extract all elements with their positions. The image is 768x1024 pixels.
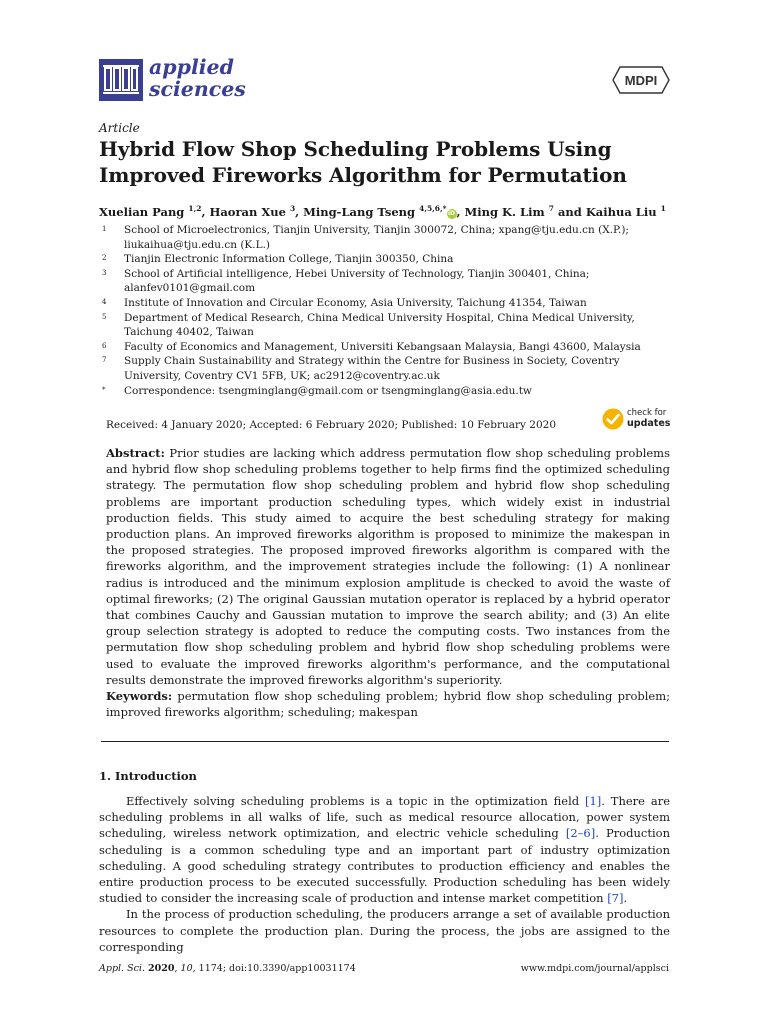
affiliation-text: School of Artificial intelligence, Hebei University of Technology, Tianjin 300401, China; alanfev0101@gmail.com xyxy=(124,267,590,295)
journal-logo xyxy=(99,59,143,101)
author-name[interactable]: Xuelian Pang xyxy=(99,204,185,219)
author-affiliation-ref: 4,5,6,* xyxy=(419,204,447,213)
footer-year: 2020 xyxy=(148,963,175,974)
publisher-name: MDPI xyxy=(624,73,658,88)
introduction-body xyxy=(99,793,670,955)
affiliation-number: 3 xyxy=(102,268,107,277)
affiliation-text: Institute of Innovation and Circular Economy, Asia University, Taichung 41354, Taiwan xyxy=(124,296,587,309)
keywords xyxy=(106,688,670,720)
affiliation-item xyxy=(102,252,672,267)
author-affiliation-ref: 1,2 xyxy=(188,204,202,213)
citation-link[interactable]: [7] xyxy=(607,891,624,906)
footer-journal-abbr: Appl. Sci. xyxy=(99,963,145,974)
article-type: Article xyxy=(99,121,140,135)
journal-name-line1: applied xyxy=(149,55,234,79)
footer-volume: 10 xyxy=(180,963,193,974)
affiliation-item xyxy=(102,311,672,340)
journal-name xyxy=(149,56,246,100)
author-list: Xuelian Pang $^{1,2}$, Haoran Xue $^3$, Ming-Lang Tseng $^{4,5,6,*}$iD, Ming K. Lim $^7$ and Kaihua Liu $^1$ xyxy=(99,204,666,219)
affiliation-item xyxy=(102,354,672,383)
affiliation-number: 2 xyxy=(102,254,107,263)
affiliation-number: 6 xyxy=(102,341,107,350)
intro-text: Effectively solving scheduling problems is a topic in the optimization field xyxy=(126,794,585,808)
intro-text: . xyxy=(623,891,628,906)
check-updates-line2: updates xyxy=(627,417,671,429)
keywords-label: Keywords: xyxy=(106,689,173,703)
correspondence-text: Correspondence: tsengminglang@gmail.com or tsengminglang@asia.edu.tw xyxy=(124,384,532,397)
affiliation-number: * xyxy=(102,385,106,394)
author-affiliation-ref: 3 xyxy=(289,204,296,213)
section-heading: 1. Introduction xyxy=(99,769,197,783)
abstract-label: Abstract: xyxy=(106,446,165,460)
correspondence-item xyxy=(102,384,672,399)
publication-dates: Received: 4 January 2020; Accepted: 6 February 2020; Published: 10 February 2020 xyxy=(106,419,556,431)
author-name[interactable]: Haoran Xue xyxy=(209,204,286,219)
affiliation-text: Faculty of Economics and Management, Universiti Kebangsaan Malaysia, Bangi 43600, Malaysia xyxy=(124,340,641,353)
author-name[interactable]: Ming K. Lim xyxy=(464,204,545,219)
orcid-icon[interactable]: iD xyxy=(448,209,456,217)
footer-url[interactable]: www.mdpi.com/journal/applsci xyxy=(520,963,669,974)
affiliation-number: 5 xyxy=(102,312,107,321)
affiliation-text: Supply Chain Sustainability and Strategy within the Centre for Business in Society, Coventry University, Coventry CV1 5FB, UK; ac2912@coventry.ac.uk xyxy=(124,355,620,382)
author-name[interactable]: Kaihua Liu xyxy=(585,204,657,219)
intro-paragraph xyxy=(99,793,670,906)
publisher-logo xyxy=(612,66,670,94)
citation-link[interactable]: [2–6] xyxy=(565,826,596,841)
citation-link[interactable]: [1] xyxy=(584,794,602,808)
affiliation-list xyxy=(102,223,672,398)
affiliation-item xyxy=(102,296,672,311)
affiliation-number: 7 xyxy=(102,356,107,365)
check-updates-icon xyxy=(601,407,625,431)
affiliation-item xyxy=(102,223,672,252)
journal-name-line2: sciences xyxy=(149,77,246,101)
section-divider xyxy=(101,741,669,742)
author-conjunction: and xyxy=(557,204,582,219)
article-title: Hybrid Flow Shop Scheduling Problems Using Improved Fireworks Algorithm for Permutation xyxy=(99,137,627,187)
abstract xyxy=(106,445,670,688)
affiliation-text: School of Microelectronics, Tianjin University, Tianjin 300072, China; xpang@tju.edu.cn (X.P.); liukaihua@tju.edu.cn (K.L.) xyxy=(124,224,629,251)
check-updates-line1: check for xyxy=(627,408,667,418)
intro-text: . Production scheduling is a common scheduling type and an important part of industry optimization scheduling. A good scheduling strategy contributes to production efficiency and enables the entire production process to be executed successfully. Production scheduling has been widely studied to consider the increasing scale of production and intense market competition xyxy=(99,826,670,906)
affiliation-number: 4 xyxy=(102,297,107,306)
abstract-text: Prior studies are lacking which address permutation flow shop scheduling problems and hybrid flow shop scheduling problems together to help firms find the optimized scheduling strategy. The permutation flow shop scheduling problem and hybrid flow shop scheduling problems are important production scheduling types, which widely exist in industrial production fields. This study aimed to acquire the best scheduling strategy for making production plans. An improved fireworks algorithm is proposed to minimize the makespan in the proposed strategies. The proposed improved fireworks algorithm is compared with the fireworks algorithm, and the improvement strategies include the following: (1) A nonlinear radius is introduced and the minimum explosion amplitude is checked to avoid the waste of optimal fireworks; (2) The original Gaussian mutation operator is replaced by a hybrid operator that combines Cauchy and Gaussian mutation to improve the search ability; and (3) An elite group selection strategy is adopted to reduce the computing costs. Two instances from the permutation flow shop scheduling problem and hybrid flow shop scheduling problems were used to evaluate the improved fireworks algorithm's performance, and the computational results demonstrate the improved fireworks algorithm's superiority. xyxy=(106,446,670,687)
footer-citation: Appl. Sci. 2020, 10, 1174; doi:10.3390/app10031174 xyxy=(99,963,356,974)
author-affiliation-ref: 1 xyxy=(660,204,666,213)
author-name[interactable]: Ming-Lang Tseng xyxy=(303,204,416,219)
footer-doi[interactable]: , 1174; doi:10.3390/app10031174 xyxy=(192,963,356,974)
keywords-text: permutation flow shop scheduling problem; hybrid flow shop scheduling problem; improved fireworks algorithm; scheduling; makespan xyxy=(106,689,671,720)
affiliation-text: Tianjin Electronic Information College, Tianjin 300350, China xyxy=(124,253,454,266)
check-for-updates-badge[interactable] xyxy=(601,406,673,432)
affiliation-item xyxy=(102,340,672,355)
affiliation-item xyxy=(102,267,672,296)
author-affiliation-ref: 7 xyxy=(548,204,554,213)
intro-paragraph: In the process of production scheduling, the producers arrange a set of available production resources to complete the production plan. During the process, the jobs are assigned to the corresponding xyxy=(99,907,670,954)
journal-logo-mark xyxy=(99,59,143,101)
intro-text: . There are scheduling problems in all walks of life, such as medical resource allocation, power system scheduling, wireless network optimization, and electric vehicle scheduling xyxy=(99,794,671,841)
affiliation-number: 1 xyxy=(102,225,107,233)
affiliation-text: Department of Medical Research, China Medical University Hospital, China Medical University, Taichung 40402, Taiwan xyxy=(124,311,635,339)
